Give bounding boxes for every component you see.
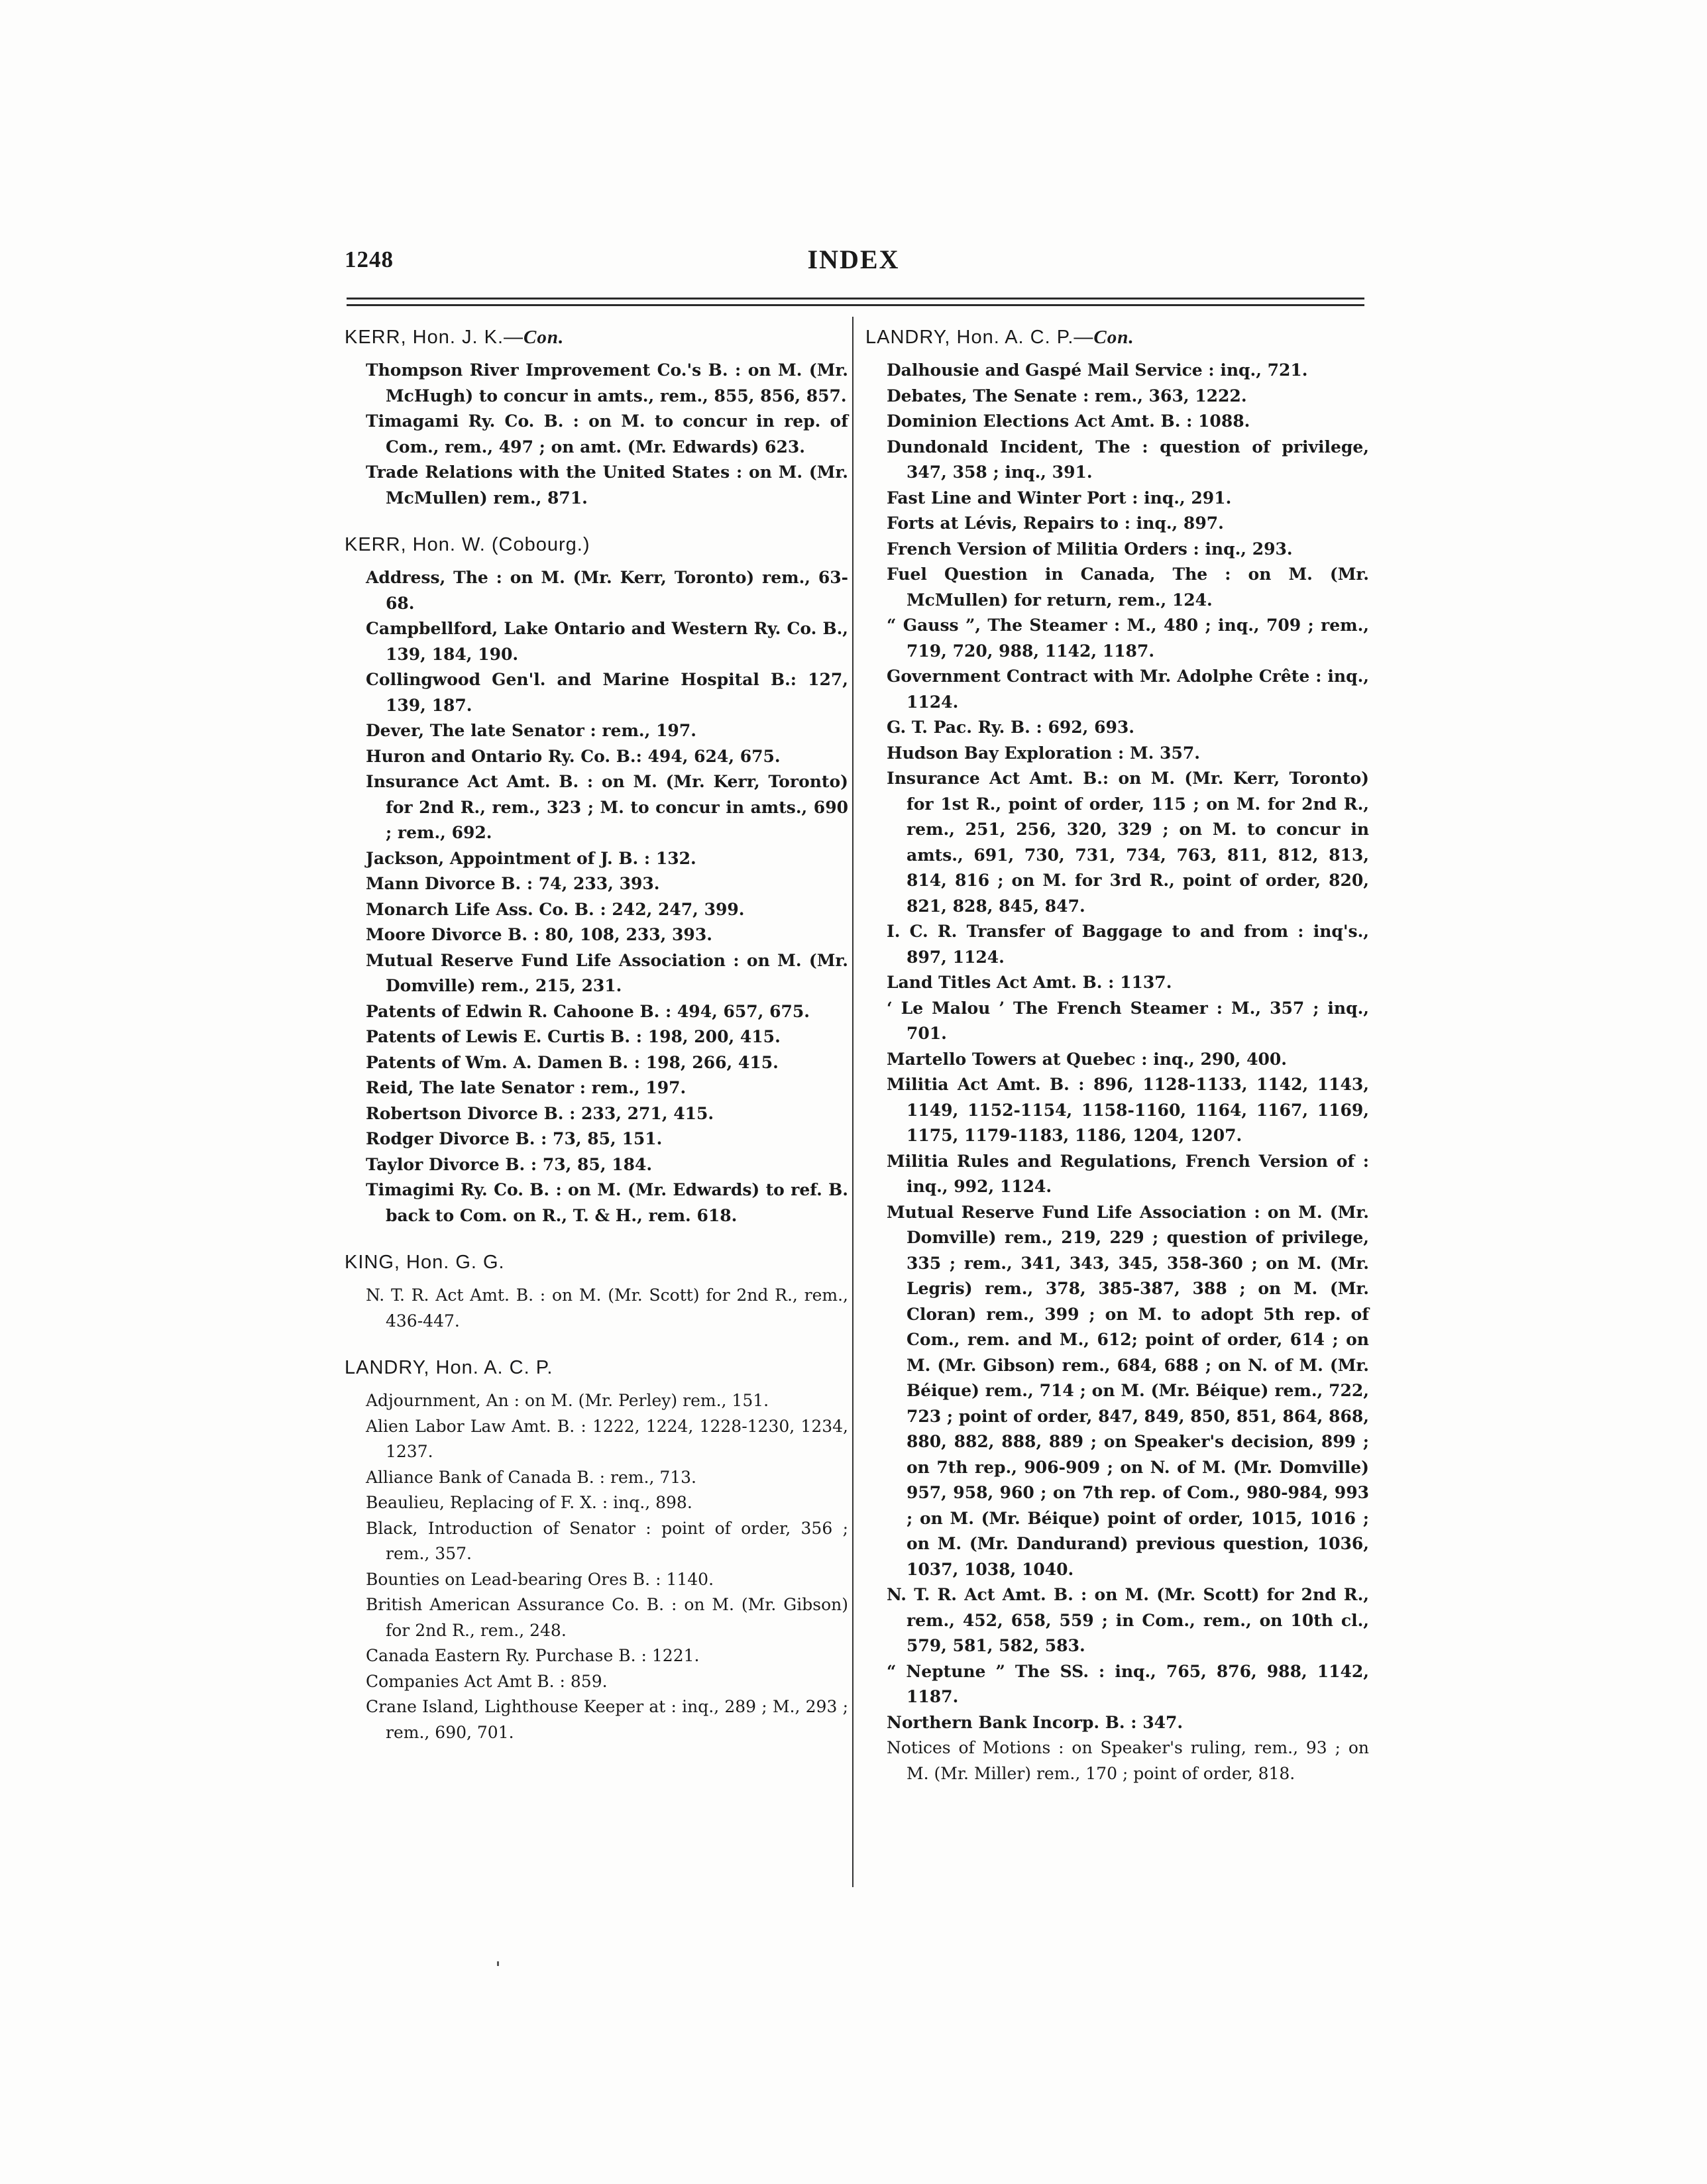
column-divider bbox=[852, 317, 853, 1887]
index-entry: Beaulieu, Replacing of F. X. : inq., 898. bbox=[366, 1493, 692, 1512]
index-entry: Dominion Elections Act Amt. B. : 1088. bbox=[887, 411, 1250, 431]
heading-name: KERR, Hon. W. (Cobourg.) bbox=[345, 534, 590, 555]
index-entry: Land Titles Act Amt. B. : 1137. bbox=[887, 973, 1172, 992]
index-entry: Collingwood Gen'l. and Marine Hospital B.: 127, 139, 187. bbox=[366, 670, 848, 715]
index-entry: Moore Divorce B. : 80, 108, 233, 393. bbox=[366, 925, 712, 944]
index-entry: Bounties on Lead-bearing Ores B. : 1140. bbox=[366, 1569, 714, 1589]
index-section bbox=[345, 531, 848, 1228]
section-heading bbox=[345, 1248, 848, 1276]
section-heading bbox=[345, 1354, 848, 1382]
index-entry: Fuel Question in Canada, The : on M. (Mr. McMullen) for return, rem., 124. bbox=[887, 565, 1369, 610]
index-entry: “ Gauss ”, The Steamer : M., 480 ; inq., 709 ; rem., 719, 720, 988, 1142, 1187. bbox=[887, 616, 1369, 661]
index-entry: Hudson Bay Exploration : M. 357. bbox=[887, 743, 1200, 763]
index-entry: Patents of Edwin R. Cahoone B. : 494, 657, 675. bbox=[366, 1001, 810, 1021]
index-entry: Robertson Divorce B. : 233, 271, 415. bbox=[366, 1103, 714, 1123]
index-entry: Thompson River Improvement Co.'s B. : on M. (Mr. McHugh) to concur in amts., rem., 855, 856, 857. bbox=[366, 360, 848, 406]
index-entry: Black, Introduction of Senator : point of order, 356 ; rem., 357. bbox=[366, 1518, 848, 1563]
index-entry: Dundonald Incident, The : question of privilege, 347, 358 ; inq., 391. bbox=[887, 437, 1369, 482]
page-title: INDEX bbox=[807, 245, 900, 274]
index-entry: Adjournment, An : on M. (Mr. Perley) rem., 151. bbox=[366, 1391, 769, 1410]
heading-name: LANDRY, Hon. A. C. P. bbox=[345, 1357, 553, 1378]
heading-continued: Con. bbox=[523, 327, 565, 348]
index-entry: “ Neptune ” The SS. : inq., 765, 876, 988, 1142, 1187. bbox=[887, 1661, 1369, 1706]
index-entry: Insurance Act Amt. B. : on M. (Mr. Kerr, Toronto) for 2nd R., rem., 323 ; M. to concur in amts., 690 ; rem., 692. bbox=[366, 772, 848, 842]
index-entry: Mann Divorce B. : 74, 233, 393. bbox=[366, 874, 660, 893]
index-section bbox=[345, 1248, 848, 1334]
index-entry: Reid, The late Senator : rem., 197. bbox=[366, 1078, 687, 1097]
index-entry: Canada Eastern Ry. Purchase B. : 1221. bbox=[366, 1646, 700, 1665]
index-entry: ‘ Le Malou ’ The French Steamer : M., 357 ; inq., 701. bbox=[887, 998, 1369, 1043]
header-rule-top bbox=[347, 298, 1364, 300]
index-entry: Northern Bank Incorp. B. : 347. bbox=[887, 1712, 1184, 1732]
index-entry: Monarch Life Ass. Co. B. : 242, 247, 399. bbox=[366, 899, 745, 919]
index-section bbox=[865, 323, 1369, 1786]
index-entry: Timagimi Ry. Co. B. : on M. (Mr. Edwards) to ref. B. back to Com. on R., T. & H., rem. 618. bbox=[366, 1180, 848, 1225]
index-entry: Debates, The Senate : rem., 363, 1222. bbox=[887, 386, 1247, 406]
index-entry: French Version of Militia Orders : inq., 293. bbox=[887, 539, 1293, 559]
index-entry: Crane Island, Lighthouse Keeper at : inq., 289 ; M., 293 ; rem., 690, 701. bbox=[366, 1697, 848, 1742]
section-heading bbox=[345, 531, 848, 559]
index-section bbox=[345, 323, 848, 511]
index-entry: Martello Towers at Quebec : inq., 290, 400. bbox=[887, 1049, 1287, 1069]
index-entry: Address, The : on M. (Mr. Kerr, Toronto) rem., 63-68. bbox=[366, 568, 848, 613]
index-entry: Patents of Lewis E. Curtis B. : 198, 200, 415. bbox=[366, 1027, 781, 1046]
index-entry: I. C. R. Transfer of Baggage to and from : inq's., 897, 1124. bbox=[887, 922, 1369, 967]
section-heading bbox=[865, 323, 1369, 351]
index-entry: Jackson, Appointment of J. B. : 132. bbox=[366, 848, 696, 868]
index-entry: British American Assurance Co. B. : on M. (Mr. Gibson) for 2nd R., rem., 248. bbox=[366, 1595, 848, 1640]
heading-name: KERR, Hon. J. K.— bbox=[345, 327, 524, 348]
index-entry: N. T. R. Act Amt. B. : on M. (Mr. Scott) for 2nd R., rem., 436-447. bbox=[366, 1285, 848, 1331]
right-index-column bbox=[865, 323, 1369, 1786]
index-entry: Timagami Ry. Co. B. : on M. to concur in rep. of Com., rem., 497 ; on amt. (Mr. Edwards) 623. bbox=[366, 411, 848, 457]
index-entry: Government Contract with Mr. Adolphe Crête : inq., 1124. bbox=[887, 667, 1369, 712]
index-entry: Mutual Reserve Fund Life Association : on M. (Mr. Domville) rem., 219, 229 ; question of privilege, 335 ; rem., 341, 343, 345, 358-360 ; on M. (Mr. Legris) rem., 378, 385-387, 388 ; on M. (Mr. Cloran) rem., 399 ; on M. to adopt 5th rep. of Com., rem. and M., 612; point of order, 614 ; on M. (Mr. Gibson) rem., 684, 688 ; on N. of M. (Mr. Béique) rem., 714 ; on M. (Mr. Béique) rem., 722, 723 ; point of order, 847, 849, 850, 851, 864, 868, 880, 882, 888, 889 ; on Speaker's decision, 899 ; on 7th rep., 906-909 ; on N. of M. (Mr. Domville) 957, 958, 960 ; on 7th rep. of Com., 980-984, 993 ; on M. (Mr. Béique) point of order, 1015, 1016 ; on M. (Mr. Dandurand) previous question, 1036, 1037, 1038, 1040. bbox=[887, 1202, 1369, 1579]
index-entry: Dever, The late Senator : rem., 197. bbox=[366, 721, 696, 740]
index-entry: Fast Line and Winter Port : inq., 291. bbox=[887, 488, 1232, 508]
index-entry: Forts at Lévis, Repairs to : inq., 897. bbox=[887, 514, 1224, 533]
index-entry: Patents of Wm. A. Damen B. : 198, 266, 415. bbox=[366, 1052, 779, 1072]
index-entry: Militia Rules and Regulations, French Version of : inq., 992, 1124. bbox=[887, 1151, 1369, 1196]
index-entry: Campbellford, Lake Ontario and Western Ry. Co. B., 139, 184, 190. bbox=[366, 619, 848, 664]
index-entry: Huron and Ontario Ry. Co. B.: 494, 624, 675. bbox=[366, 746, 781, 766]
index-entry: Insurance Act Amt. B.: on M. (Mr. Kerr, Toronto) for 1st R., point of order, 115 ; on M. for 2nd R., rem., 251, 256, 320, 329 ; on M. to concur in amts., 691, 730, 731, 734, 763, 811, 812, 813, 814, 816 ; on M. for 3rd R., point of order, 820, 821, 828, 845, 847. bbox=[887, 769, 1369, 916]
section-heading bbox=[345, 323, 848, 351]
left-index-column bbox=[345, 323, 848, 1745]
index-entry: Alien Labor Law Amt. B. : 1222, 1224, 1228-1230, 1234, 1237. bbox=[366, 1416, 848, 1461]
header-rule-bottom bbox=[347, 304, 1364, 306]
index-entry: Alliance Bank of Canada B. : rem., 713. bbox=[366, 1467, 696, 1487]
scan-speck bbox=[497, 1961, 499, 1966]
heading-name: KING, Hon. G. G. bbox=[345, 1252, 505, 1273]
index-entry: Notices of Motions : on Speaker's ruling, rem., 93 ; on M. (Mr. Miller) rem., 170 ; point of order, 818. bbox=[887, 1738, 1369, 1783]
index-entry: Trade Relations with the United States : on M. (Mr. McMullen) rem., 871. bbox=[366, 463, 848, 508]
index-entry: Dalhousie and Gaspé Mail Service : inq., 721. bbox=[887, 360, 1308, 380]
heading-continued: Con. bbox=[1093, 327, 1134, 348]
index-entry: N. T. R. Act Amt. B. : on M. (Mr. Scott) for 2nd R., rem., 452, 658, 559 ; in Com., rem., on 10th cl., 579, 581, 582, 583. bbox=[887, 1585, 1369, 1655]
index-entry: Mutual Reserve Fund Life Association : on M. (Mr. Domville) rem., 215, 231. bbox=[366, 950, 848, 995]
index-entry: Militia Act Amt. B. : 896, 1128-1133, 1142, 1143, 1149, 1152-1154, 1158-1160, 1164, 1167, 1169, 1175, 1179-1183, 1186, 1204, 1207. bbox=[887, 1075, 1369, 1145]
index-entry: Taylor Divorce B. : 73, 85, 184. bbox=[366, 1154, 653, 1174]
index-entry: Rodger Divorce B. : 73, 85, 151. bbox=[366, 1129, 663, 1148]
index-entry: G. T. Pac. Ry. B. : 692, 693. bbox=[887, 718, 1134, 737]
page-number: 1248 bbox=[345, 246, 394, 272]
heading-name: LANDRY, Hon. A. C. P.— bbox=[865, 327, 1094, 348]
index-section bbox=[345, 1354, 848, 1745]
index-entry: Companies Act Amt B. : 859. bbox=[366, 1671, 608, 1691]
